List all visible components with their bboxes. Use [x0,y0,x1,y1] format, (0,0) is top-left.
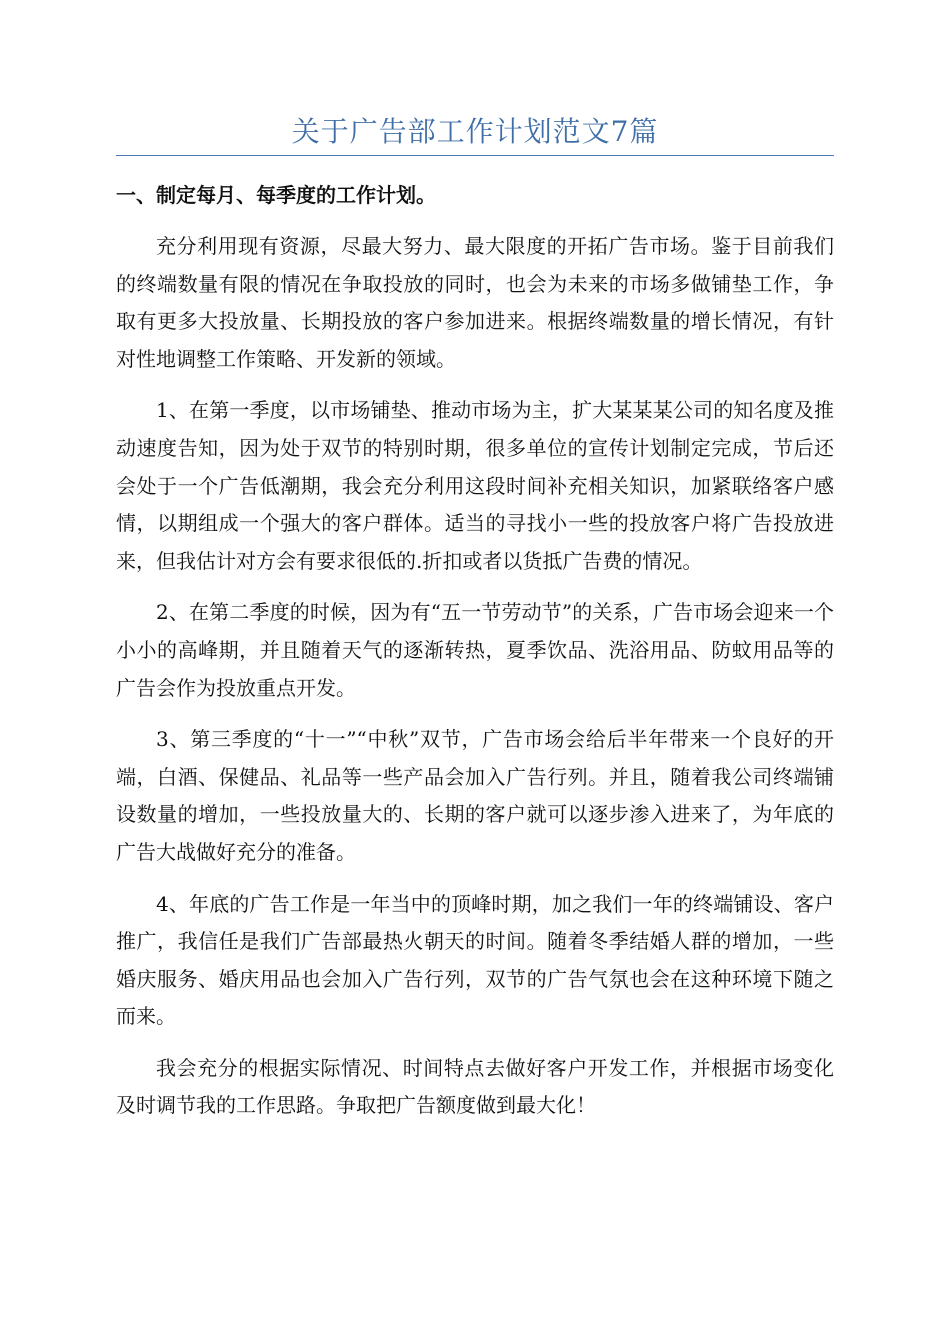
paragraph-q2: 2、在第二季度的时候，因为有“五一节劳动节”的关系，广告市场会迎来一个小小的高峰期，并且随着天气的逐渐转热，夏季饮品、洗浴用品、防蚊用品等的广告会作为投放重点开发。 [116,600,834,700]
title-divider [116,155,834,156]
document-title: 关于广告部工作计划范文7篇 [291,115,659,148]
paragraph-intro: 充分利用现有资源，尽最大努力、最大限度的开拓广告市场。鉴于目前我们的终端数量有限的情况在争取投放的同时，也会为未来的市场多做铺垫工作，争取有更多大投放量、长期投放的客户参加进来。根据终端数量的增长情况，有针对性地调整工作策略、开发新的领域。 [116,234,834,371]
paragraph-q3: 3、第三季度的“十一”“中秋”双节，广告市场会给后半年带来一个良好的开端，白酒、保健品、礼品等一些产品会加入广告行列。并且，随着我公司终端铺设数量的增加，一些投放量大的、长期的客户就可以逐步渗入进来了，为年底的广告大战做好充分的准备。 [116,727,834,864]
paragraph-q1: 1、在第一季度，以市场铺垫、推动市场为主，扩大某某某公司的知名度及推动速度告知，因为处于双节的特别时期，很多单位的宣传计划制定完成，节后还会处于一个广告低潮期，我会充分利用这段时间补充相关知识，加紧联络客户感情，以期组成一个强大的客户群体。适当的寻找小一些的投放客户将广告投放进来，但我估计对方会有要求很低的.折扣或者以货抵广告费的情况。 [116,398,834,573]
paragraph-conclusion: 我会充分的根据实际情况、时间特点去做好客户开发工作，并根据市场变化及时调节我的工作思路。争取把广告额度做到最大化！ [116,1055,834,1118]
section-heading: 一、制定每月、每季度的工作计划。 [116,183,436,207]
document-body [116,176,834,1125]
paragraph-q4: 4、年底的广告工作是一年当中的顶峰时期，加之我们一年的终端铺设、客户推广，我信任是我们广告部最热火朝天的时间。随着冬季结婚人群的增加，一些婚庆服务、婚庆用品也会加入广告行列，双节的广告气氛也会在这种环境下随之而来。 [116,891,834,1029]
